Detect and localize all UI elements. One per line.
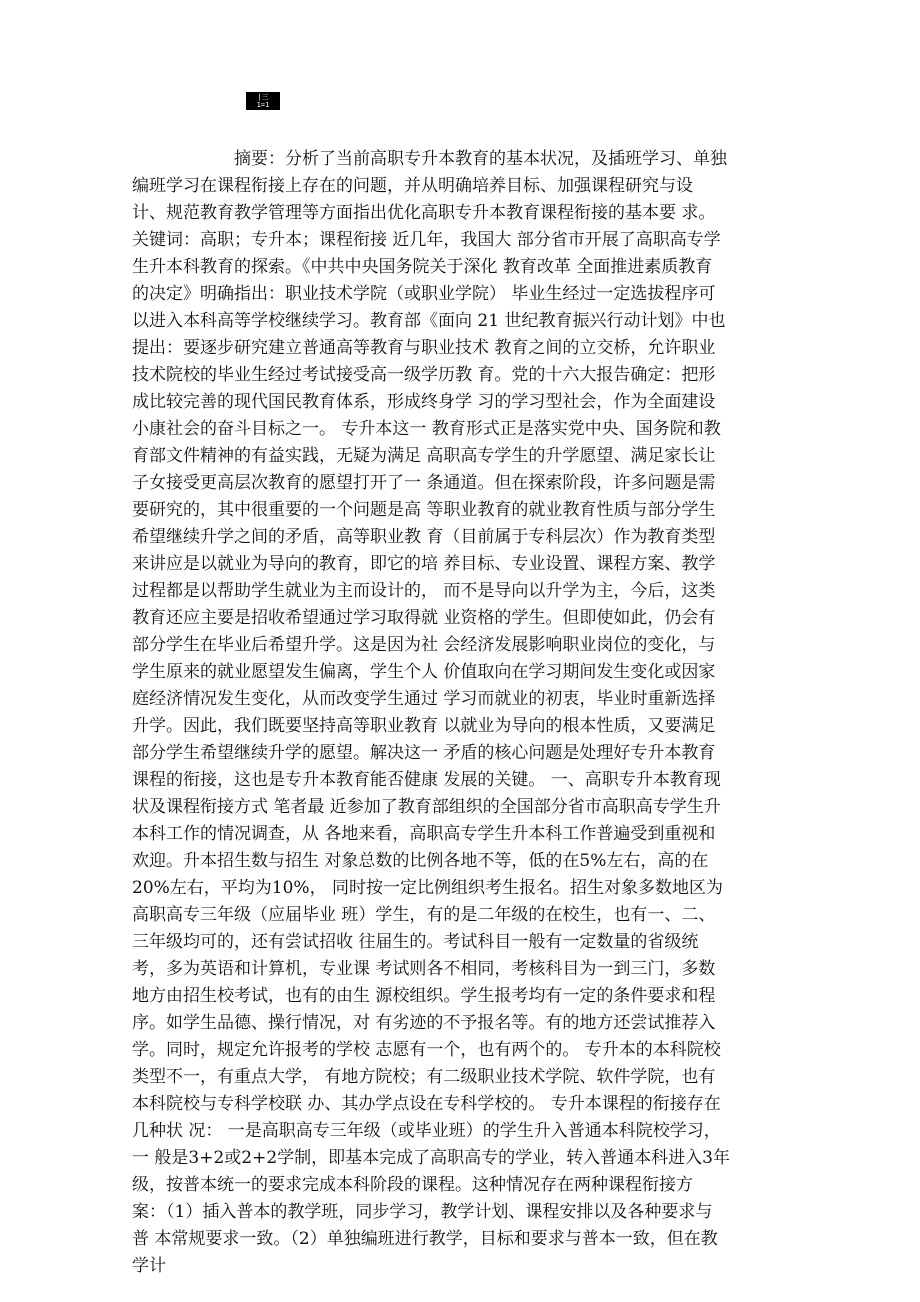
body-text-line: 庭经济情况发生变化，从而改变学生通过 学习而就业的初衷，毕业时重新选择 bbox=[132, 689, 716, 709]
body-text-line: 希望继续升学之间的矛盾，高等职业教 育（目前属于专科层次）作为教育类型 bbox=[132, 527, 716, 547]
body-text-line: 考，多为英语和计算机，专业课 考试则各不相同，考核科目为一到三门，多数 bbox=[132, 959, 716, 979]
body-text-line: 育部文件精神的有益实践，无疑为满足 高职高专学生的升学愿望、满足家长让 bbox=[132, 446, 716, 466]
body-text-line: 欢迎。升本招生数与招生 对象总数的比例各地不等，低的在5%左右，高的在 bbox=[132, 851, 709, 871]
article-body bbox=[132, 146, 788, 1280]
body-text-line: 过程都是以帮助学生就业为主而设计的， 而不是导向以升学为主，今后，这类 bbox=[132, 581, 716, 601]
body-text-line: 的决定》明确指出：职业技术学院（或职业学院） 毕业生经过一定选拔程序可 bbox=[132, 284, 716, 304]
body-text-line: 级，按普本统一的要求完成本科阶段的课程。这种情况存在两种课程衔接方 bbox=[132, 1175, 693, 1195]
body-text-line: 以进入本科高等学校继续学习。教育部《面向 21 世纪教育振兴行动计划》中也 bbox=[132, 311, 726, 331]
body-text-line: 普 本常规要求一致。（2）单独编班进行教学，目标和要求与普本一致，但在教 bbox=[132, 1229, 718, 1249]
body-text-line: 计、规范教育教学管理等方面指出优化高职专升本教育课程衔接的基本要 求。 bbox=[132, 203, 716, 223]
body-text-line: 20%左右，平均为10%， 同时按一定比例组织考生报名。招生对象多数地区为 bbox=[132, 878, 723, 898]
logo-line-1: |三 bbox=[257, 93, 269, 101]
body-text-line: 几种状 况： 一是高职高专三年级（或毕业班）的学生升入普通本科院校学习， bbox=[132, 1121, 721, 1141]
header-logo-mark bbox=[246, 92, 280, 110]
body-text-line: 部分学生希望继续升学的愿望。解决这一 矛盾的核心问题是处理好专升本教育 bbox=[132, 743, 716, 763]
body-text-line: 本科工作的情况调查，从 各地来看，高职高专学生升本科工作普遍受到重视和 bbox=[132, 824, 716, 844]
body-text-line: 状及课程衔接方式 笔者最 近参加了教育部组织的全国部分省市高职高专学生升 bbox=[132, 797, 721, 817]
body-text-line: 生升本科教育的探索。《中共中央国务院关于深化 教育改革 全面推进素质教育 bbox=[132, 257, 713, 277]
body-text-line: 来讲应是以就业为导向的教育，即它的培 养目标、专业设置、课程方案、教学 bbox=[132, 554, 716, 574]
body-text-line: 提出：要逐步研究建立普通高等教育与职业技术 教育之间的立交桥，允许职业 bbox=[132, 338, 716, 358]
body-text-line: 子女接受更高层次教育的愿望打开了一 条通道。但在探索阶段，许多问题是需 bbox=[132, 473, 716, 493]
body-text-line: 序。如学生品德、操行情况，对 有劣迹的不予报名等。有的地方还尝试推荐入 bbox=[132, 1013, 716, 1033]
body-text-line: 类型不一，有重点大学， 有地方院校；有二级职业技术学院、软件学院，也有 bbox=[132, 1067, 716, 1087]
body-text-line: 地方由招生校考试，也有的由生 源校组织。学生报考均有一定的条件要求和程 bbox=[132, 986, 716, 1006]
body-text-line: 成比较完善的现代国民教育体系，形成终身学 习的学习型社会，作为全面建设 bbox=[132, 392, 716, 412]
body-text-line: 小康社会的奋斗目标之一。 专升本这一 教育形式正是落实党中央、国务院和教 bbox=[132, 419, 721, 439]
body-text-line: 关键词：高职；专升本；课程衔接 近几年，我国大 部分省市开展了高职高专学 bbox=[132, 230, 721, 250]
body-text-line: 要研究的，其中很重要的一个问题是高 等职业教育的就业教育性质与部分学生 bbox=[132, 500, 716, 520]
body-text-line: 本科院校与专科学校联 办、其办学点设在专科学校的。 专升本课程的衔接存在 bbox=[132, 1094, 721, 1114]
body-text-line: 学计 bbox=[132, 1256, 166, 1276]
body-text-line: 课程的衔接，这也是专升本教育能否健康 发展的关键。 一、高职专升本教育现 bbox=[132, 770, 721, 790]
body-text-line: 高职高专三年级（应届毕业 班）学生，有的是二年级的在校生，也有一、二、 bbox=[132, 905, 716, 925]
logo-line-2: 1=1 bbox=[256, 101, 270, 109]
body-text-line: 学。同时，规定允许报考的学校 志愿有一个，也有两个的。 专升本的本科院校 bbox=[132, 1040, 721, 1060]
body-text-line: 三年级均可的，还有尝试招收 往届生的。考试科目一般有一定数量的省级统 bbox=[132, 932, 699, 952]
body-text-line: 技术院校的毕业生经过考试接受高一级学历教 育。党的十六大报告确定：把形 bbox=[132, 365, 716, 385]
body-text-line: 案：（1）插入普本的教学班，同步学习，教学计划、课程安排以及各种要求与 bbox=[132, 1202, 713, 1222]
abstract-line: 摘要：分析了当前高职专升本教育的基本状况，及插班学习、单独 bbox=[234, 149, 727, 169]
body-text-line: 一 般是3+2或2+2学制，即基本完成了高职高专的学业，转入普通本科进入3年 bbox=[132, 1148, 730, 1168]
body-text-line: 升学。因此，我们既要坚持高等职业教育 以就业为导向的根本性质，又要满足 bbox=[132, 716, 716, 736]
body-text-line: 编班学习在课程衔接上存在的问题，并从明确培养目标、加强课程研究与设 bbox=[132, 176, 693, 196]
body-text-line: 教育还应主要是招收希望通过学习取得就 业资格的学生。但即使如此，仍会有 bbox=[132, 608, 716, 628]
body-text-line: 部分学生在毕业后希望升学。这是因为社 会经济发展影响职业岗位的变化，与 bbox=[132, 635, 716, 655]
body-text-line: 学生原来的就业愿望发生偏离，学生个人 价值取向在学习期间发生变化或因家 bbox=[132, 662, 716, 682]
